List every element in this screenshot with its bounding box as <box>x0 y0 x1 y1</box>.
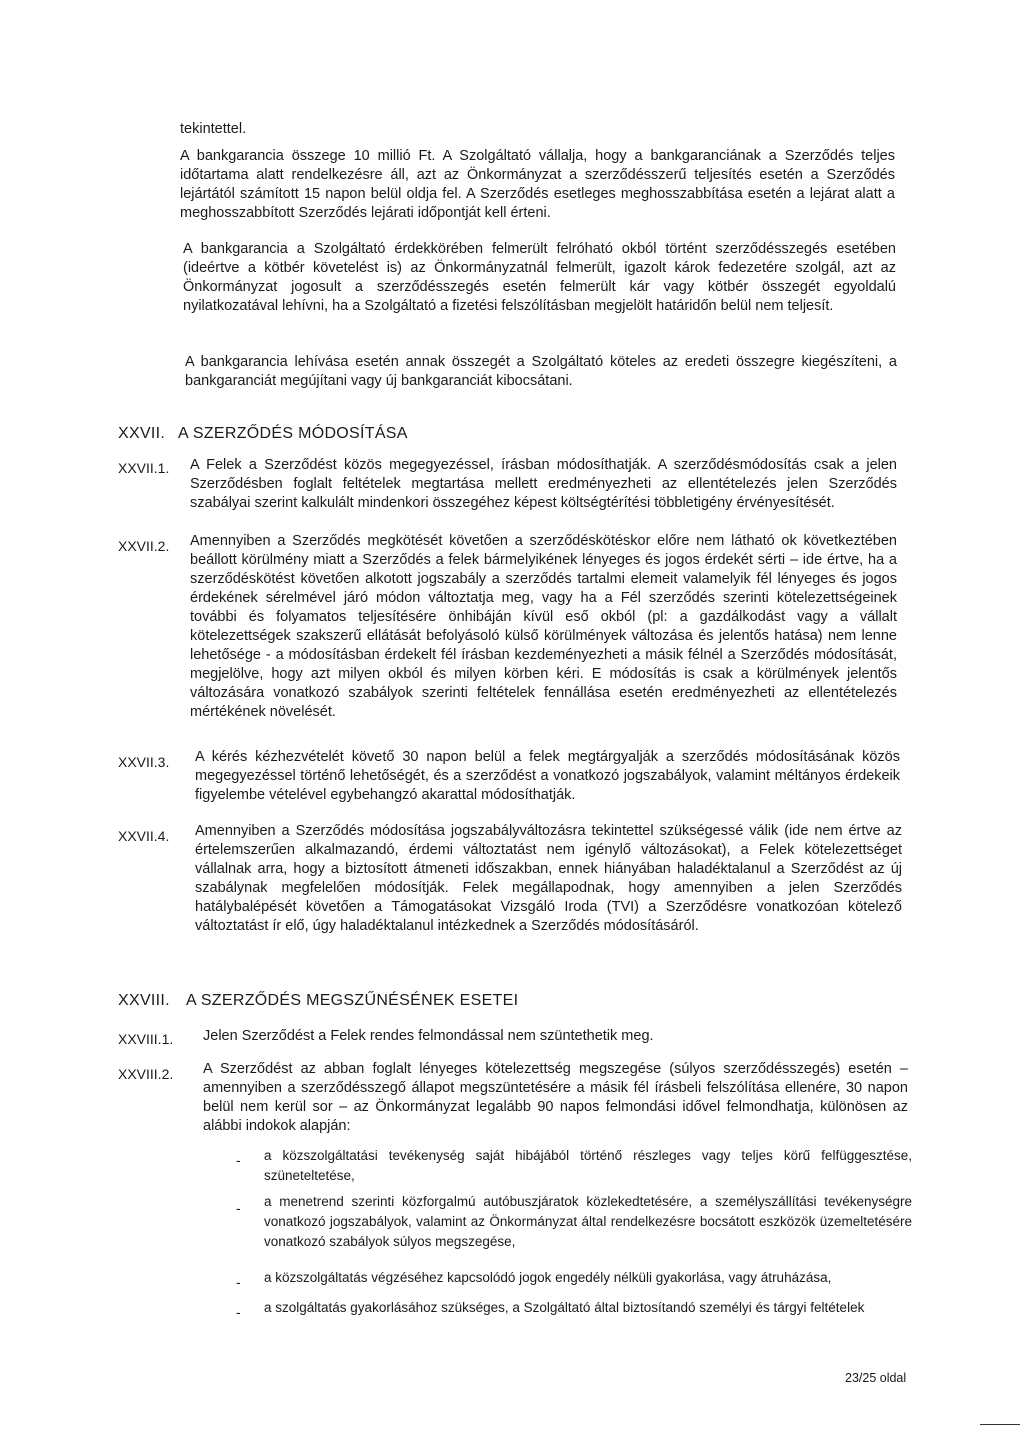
clause-text: A Szerződést az abban foglalt lényeges kötelezettség megszegése (súlyos szerződésszegés) esetén – amennyiben a szerződésszegő állapot megszüntetésére a másik fél írásbeli felszólítása ellenére, 30 napon belül nem kerül sor – az Önkormányzat legalább 90 napos felmondási idővel felmondhatja, különösen az alábbi indokok alapján: <box>203 1061 908 1134</box>
clause-text: Amennyiben a Szerződés módosítása jogszabályváltozásra tekintettel szükségessé válik (ide nem értve az értelemszerűen alkalmazandó, érdemi változtatást nem igénylő változásokat), a Felek kötelezettséget vállalnak arra, hogy a biztosított átmeneti időszakban, ennek hiányában haladéktalanul a Szerződést az új szabálynak megfelelően módosítják. Felek megállapodnak, hogy amennyiben a jelen Szerződés hatálybalépését követően a Támogatásokat Vizsgáló Iroda (TVI) a Szerződésre vonatkozóan kötelező változtatást ír elő, úgy haladéktalanul intézkednek a Szerződés módosításáról. <box>195 823 902 934</box>
list-dash: - <box>236 1274 241 1290</box>
clause-text: Amennyiben a Szerződés megkötését követően a szerződéskötéskor előre nem látható ok következtében beállott körülmény miatt a Szerződés a felek bármelyikének lényeges és jogos érdekét sérti – ide értve, ha a szerződéskötést követően alkotott jogszabály a szerződés tartalmi elemeit valamelyik fél lényeges és jogos érdekének sérelmével járó módon változtatja meg, vagy ha a Fél szerződés szerinti kötelezettségeinek további és folyamatos teljesítésére önhibáján kívül eső okból (pl: a gazdálkodást vagy a vállalt kötelezettségek szakszerű ellátását befolyásoló külső körülmények változása és jelentős hatása) nem lenne lehetősége - a módosításban érdekelt fél írásban kezdeményezheti a másik félnél a Szerződés módosítását, megjelölve, hogy azt milyen okból és milyen körben kéri. E módosítás is csak a körülmények jelentős változására vonatkozó szabályok szerinti feltételek fennállása esetén eredményezheti az ellentételezés mértékének növelését. <box>190 533 897 720</box>
page-number: 23/25 oldal <box>845 1371 907 1385</box>
scan-edge-line <box>980 1424 1020 1425</box>
list-item: a közszolgáltatási tevékenység saját hibájából történő részleges vagy teljes körű felfüggesztése, szüneteltetése, <box>264 1148 912 1183</box>
clause-number: XXVIII.2. <box>118 1066 174 1082</box>
intro-paragraph-1: A bankgarancia összege 10 millió Ft. A Szolgáltató vállalja, hogy a bankgaranciának a Szerződés teljes időtartama alatt rendelkezésre áll, azt az Önkormányzat a szerződésszerű teljesítés esetén a Szerződés lejártától számított 15 napon belül oldja fel. A Szerződés esetleges meghosszabbítása esetén a lejárat alatt a meghosszabbított Szerződés lejárati időpontját kell érteni. <box>180 148 895 221</box>
section-28-number: XXVIII. <box>118 992 170 1009</box>
clause-number: XXVII.1. <box>118 460 170 476</box>
clause-text: Jelen Szerződést a Felek rendes felmondással nem szüntethetik meg. <box>203 1028 654 1044</box>
list-dash: - <box>236 1152 241 1168</box>
list-item: a szolgáltatás gyakorlásához szükséges, a Szolgáltató által biztosítandó személyi és tárgyi feltételek <box>264 1300 865 1315</box>
list-item: a közszolgáltatás végzéséhez kapcsolódó jogok engedély nélküli gyakorlása, vagy átruházása, <box>264 1270 832 1285</box>
list-dash: - <box>236 1304 241 1320</box>
list-dash: - <box>236 1200 241 1216</box>
section-27-title: A SZERZŐDÉS MÓDOSÍTÁSA <box>178 425 408 442</box>
clause-number: XXVII.2. <box>118 538 170 554</box>
intro-paragraph-0: tekintettel. <box>180 121 247 137</box>
clause-number: XXVII.3. <box>118 754 170 770</box>
clause-number: XXVII.4. <box>118 828 170 844</box>
clause-text: A Felek a Szerződést közös megegyezéssel, írásban módosíthatják. A szerződésmódosítás csak a jelen Szerződésben foglalt feltételek megtartása mellett eredményezheti az ellentételezés jelen Szerződés szabályai szerint kalkulált mindenkori összegéhez képest költségtérítési többletigény érvényesítését. <box>190 457 897 511</box>
intro-paragraph-3: A bankgarancia lehívása esetén annak összegét a Szolgáltató köteles az eredeti összegre kiegészíteni, a bankgaranciát megújítani vagy új bankgaranciát kibocsátani. <box>185 354 897 389</box>
section-27-number: XXVII. <box>118 425 166 442</box>
clause-text: A kérés kézhezvételét követő 30 napon belül a felek megtárgyalják a szerződés módosításának közös megegyezéssel történő lehetőségét, és a szerződést a vonatkozó jogszabályok, valamint méltányos érdekeik figyelembe vételével egybehangzó akarattal módosíthatják. <box>195 749 900 803</box>
section-28-title: A SZERZŐDÉS MEGSZŰNÉSÉNEK ESETEI <box>186 992 519 1009</box>
intro-paragraph-2: A bankgarancia a Szolgáltató érdekkörében felmerült felróható okból történt szerződésszegés esetében (ideértve a kötbér követelést is) az Önkormányzatnál felmerült, igazolt károk fedezetére szolgál, azt az Önkormányzat jogosult a szerződésszegés esetén felmerült kár vagy kötbér összegét egyoldalú nyilatkozatával lehívni, ha a Szolgáltató a fizetési felszólításban megjelölt határidőn belül nem teljesít. <box>183 241 896 314</box>
clause-number: XXVIII.1. <box>118 1031 174 1047</box>
list-item: a menetrend szerinti közforgalmú autóbuszjáratok közlekedtetésére, a személyszállítási tevékenységre vonatkozó jogszabályok, valamint az Önkormányzat által rendelkezésre bocsátott eszközök üzemeltetésére vonatkozó szabályok súlyos megszegése, <box>264 1194 912 1249</box>
